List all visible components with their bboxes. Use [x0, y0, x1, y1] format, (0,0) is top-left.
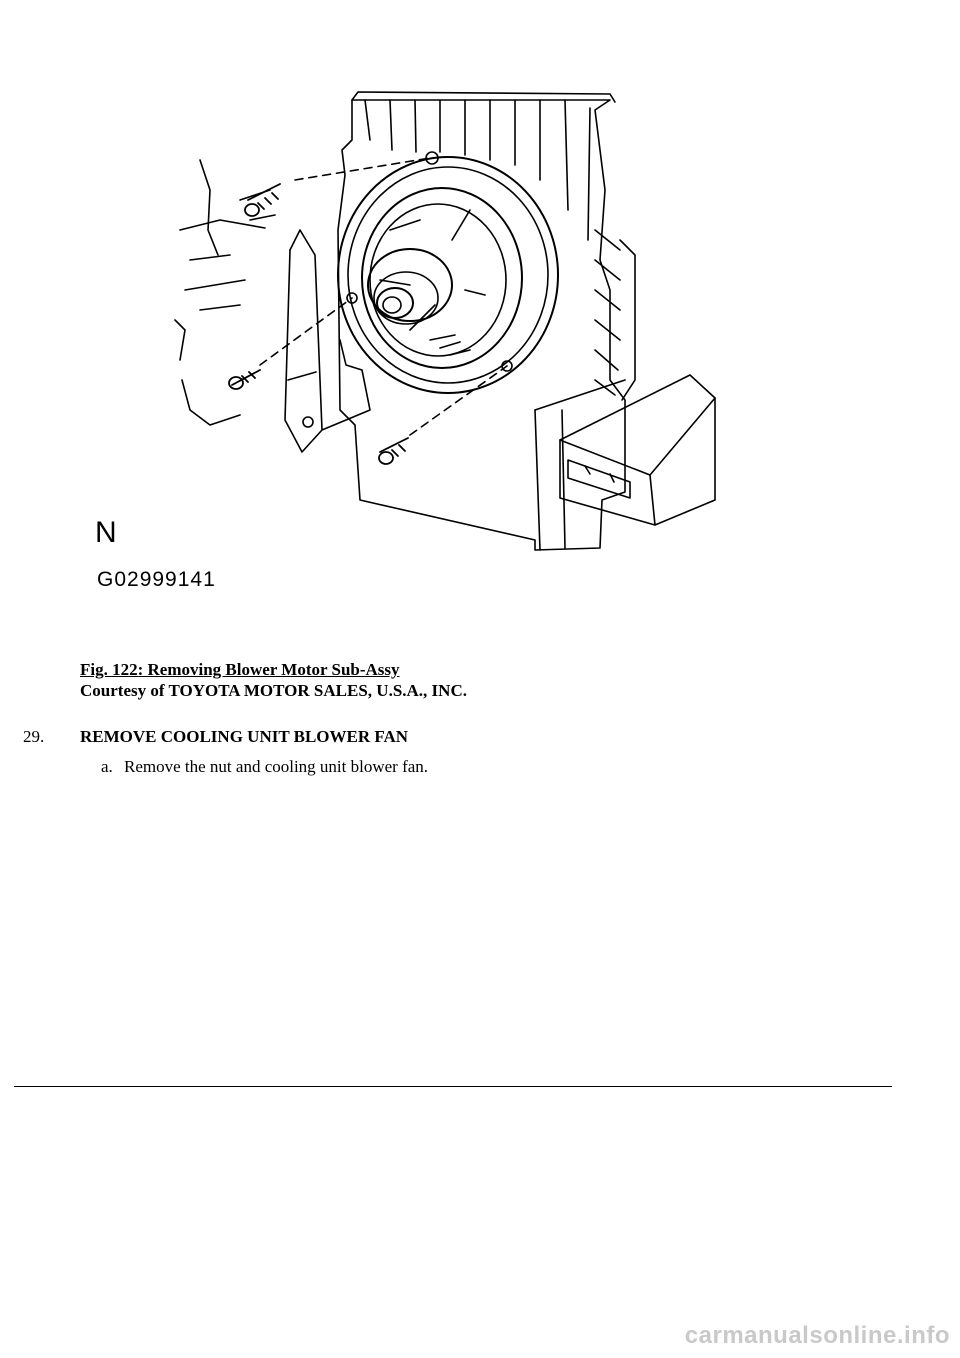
figure-caption — [80, 659, 467, 701]
caption-credit: Courtesy of TOYOTA MOTOR SALES, U.S.A., INC. — [80, 681, 467, 700]
step-title: REMOVE COOLING UNIT BLOWER FAN — [80, 727, 409, 746]
screw-icon — [245, 184, 280, 216]
watermark: carmanualsonline.info — [684, 1322, 950, 1349]
blower-box — [560, 375, 715, 525]
procedure-step — [23, 727, 408, 747]
footer-divider — [14, 1086, 892, 1087]
step-number: 29. — [23, 727, 45, 746]
figure-code: G02999141 — [97, 568, 216, 591]
substep-text: Remove the nut and cooling unit blower fan. — [124, 757, 429, 776]
blower-motor-illustration — [90, 80, 730, 600]
substep — [101, 757, 428, 777]
caption-title: Fig. 122: Removing Blower Motor Sub-Assy — [80, 660, 400, 679]
screw-icon — [229, 370, 260, 389]
screw-icon — [379, 438, 408, 464]
orientation-mark: N — [95, 516, 117, 549]
substep-letter: a. — [101, 757, 113, 776]
